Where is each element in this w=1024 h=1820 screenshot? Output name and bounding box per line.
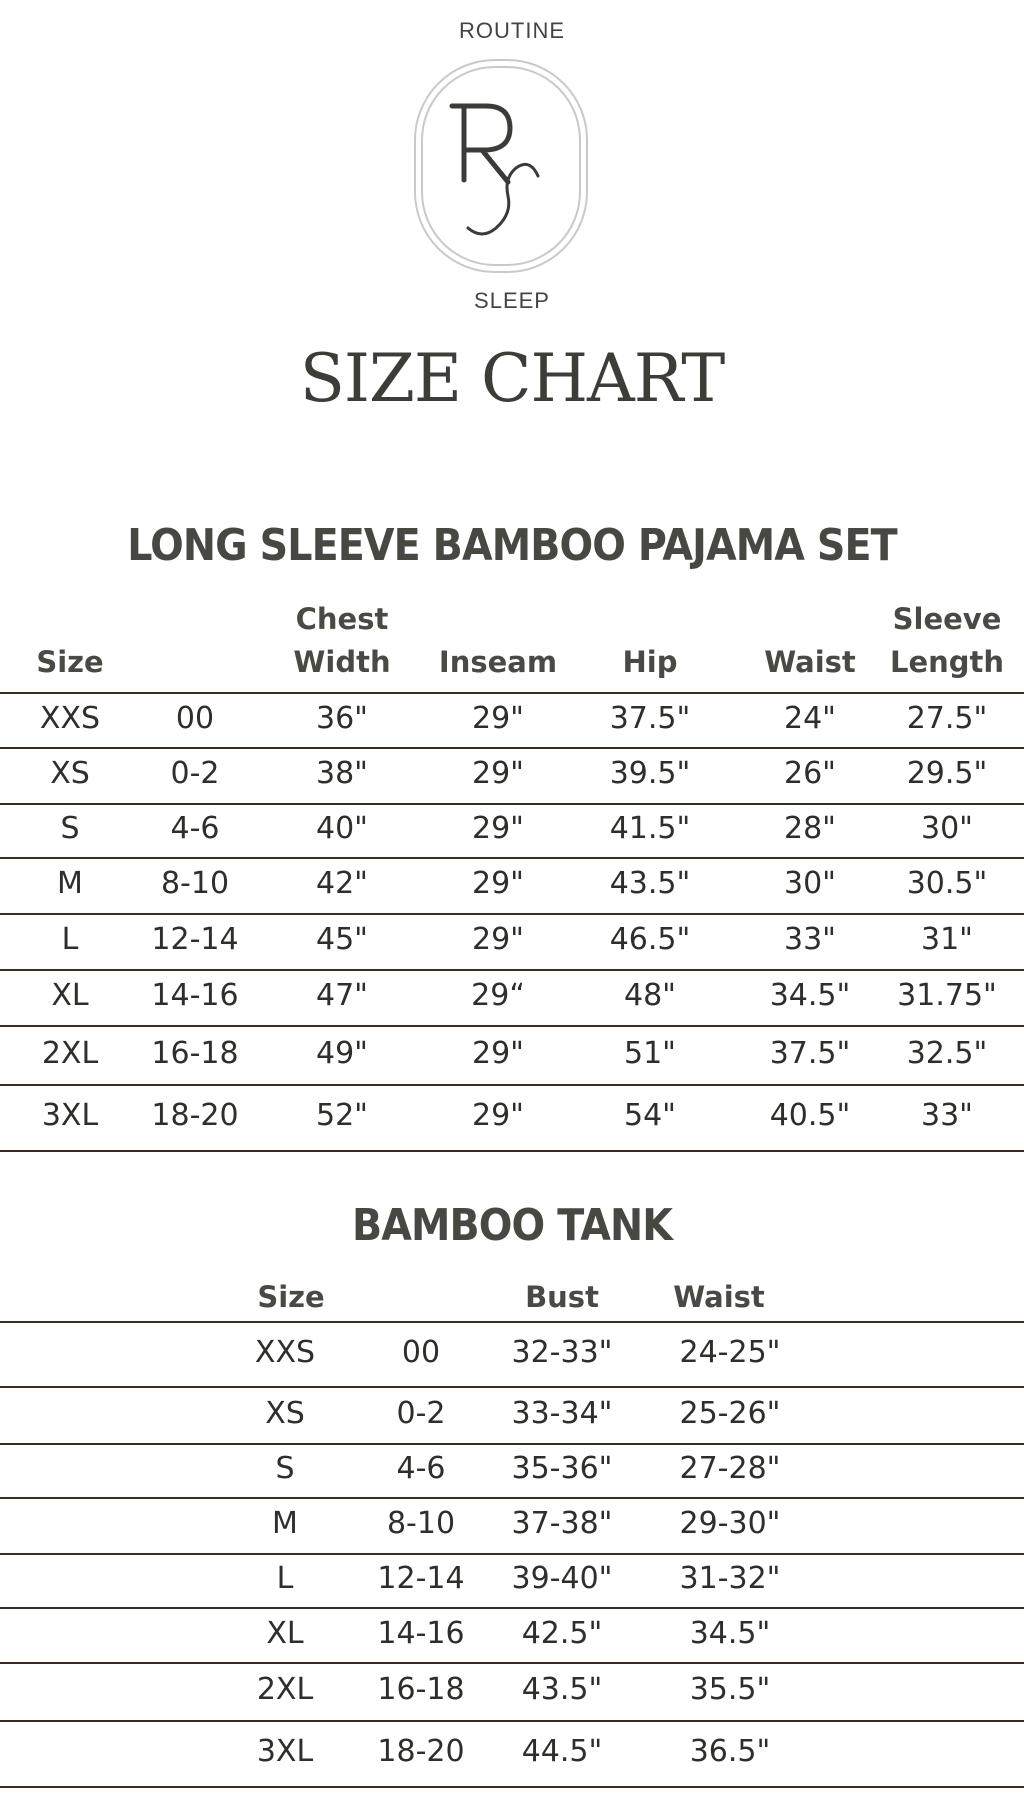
brand-bottom-text: SLEEP bbox=[474, 288, 550, 313]
pajama-cell: 24" bbox=[784, 700, 836, 736]
pajama-cell: L bbox=[61, 922, 79, 957]
pajama-cell: 28" bbox=[784, 811, 836, 846]
tank-cell: 16-18 bbox=[377, 1672, 465, 1707]
pajama-cell: 38" bbox=[316, 756, 368, 791]
pajama-cell: XS bbox=[50, 756, 90, 791]
pajama-header-5 bbox=[764, 641, 856, 684]
tank-cell: S bbox=[275, 1451, 295, 1486]
tank-cell: 18-20 bbox=[377, 1734, 465, 1769]
pajama-cell: 52" bbox=[316, 1098, 368, 1133]
pajama-header-line: Sleeve bbox=[892, 602, 1002, 636]
table-rule bbox=[0, 692, 1024, 694]
pajama-cell: 12-14 bbox=[151, 922, 239, 957]
table-rule bbox=[0, 1662, 1024, 1664]
tank-cell: 0-2 bbox=[396, 1395, 446, 1431]
pajama-cell: 29" bbox=[472, 700, 524, 736]
pajama-cell: 3XL bbox=[41, 1098, 99, 1133]
pajama-cell: 27.5" bbox=[906, 700, 988, 736]
table-rule bbox=[0, 1443, 1024, 1445]
pajama-cell: 37.5" bbox=[769, 1035, 851, 1071]
pajama-header-line: Width bbox=[293, 645, 391, 679]
pajama-cell: 54" bbox=[624, 1098, 676, 1133]
pajama-cell: 00 bbox=[175, 700, 215, 736]
tank-cell: 12-14 bbox=[377, 1561, 465, 1596]
pajama-cell: 26" bbox=[784, 756, 836, 791]
table-rule bbox=[0, 1321, 1024, 1323]
tank-cell: 34.5" bbox=[689, 1615, 771, 1651]
pajama-header-4 bbox=[623, 641, 678, 684]
tank-cell: 44.5" bbox=[521, 1734, 603, 1769]
table-rule bbox=[0, 857, 1024, 859]
tank-cell: 37-38" bbox=[511, 1506, 613, 1541]
pajama-cell: 29" bbox=[472, 922, 524, 957]
pajama-cell: 42" bbox=[316, 866, 368, 901]
tank-cell: L bbox=[276, 1561, 294, 1596]
table-rule bbox=[0, 747, 1024, 749]
pajama-cell: 29.5" bbox=[906, 756, 988, 791]
pajama-cell: XXS bbox=[39, 700, 101, 736]
pajama-header-line: Inseam bbox=[438, 645, 558, 679]
pajama-header-2 bbox=[293, 598, 390, 684]
pajama-cell: 8-10 bbox=[160, 866, 230, 901]
pajama-cell: 43.5" bbox=[609, 866, 691, 901]
pajama-cell: 49" bbox=[316, 1035, 368, 1071]
pajama-cell: 29" bbox=[472, 756, 524, 791]
pajama-cell: 18-20 bbox=[151, 1098, 239, 1133]
tank-cell: XXS bbox=[254, 1334, 316, 1370]
table-rule bbox=[0, 1720, 1024, 1722]
pajama-header-line: Length bbox=[889, 645, 1005, 679]
pajama-header-3 bbox=[439, 641, 557, 684]
pajama-cell: 48" bbox=[624, 978, 676, 1013]
pajama-cell: S bbox=[60, 811, 80, 846]
pajama-cell: 37.5" bbox=[609, 700, 691, 736]
pajama-cell: 34.5" bbox=[769, 978, 851, 1013]
pajama-cell: 32.5" bbox=[906, 1035, 988, 1071]
pajama-header-line: Hip bbox=[622, 645, 678, 679]
tank-cell: 24-25" bbox=[679, 1334, 781, 1370]
tank-cell: 33-34" bbox=[511, 1395, 613, 1431]
pajama-cell: 29" bbox=[472, 1098, 524, 1133]
tank-header-0: Size bbox=[257, 1280, 325, 1314]
tank-cell: 29-30" bbox=[679, 1506, 781, 1541]
pajama-cell: 36" bbox=[316, 700, 368, 736]
tank-section-title: BAMBOO TANK bbox=[351, 1200, 673, 1251]
pajama-cell: 4-6 bbox=[170, 811, 220, 846]
pajama-header-line: Size bbox=[36, 645, 104, 679]
pajama-cell: 41.5" bbox=[609, 811, 691, 846]
tank-cell: 2XL bbox=[256, 1672, 314, 1707]
pajama-cell: 40.5" bbox=[769, 1098, 851, 1133]
pajama-cell: 31" bbox=[921, 922, 973, 957]
tank-cell: 3XL bbox=[256, 1734, 314, 1769]
table-rule bbox=[0, 1786, 1024, 1788]
tank-cell: 42.5" bbox=[521, 1615, 603, 1651]
tank-cell: 36.5" bbox=[689, 1734, 771, 1769]
page-title: SIZE CHART bbox=[299, 340, 725, 417]
pajama-cell: 30" bbox=[784, 866, 836, 901]
pajama-header-line: Chest bbox=[295, 602, 389, 636]
table-rule bbox=[0, 1607, 1024, 1609]
pajama-cell: XL bbox=[51, 978, 89, 1013]
tank-cell: 00 bbox=[401, 1334, 441, 1370]
tank-cell: 4-6 bbox=[396, 1451, 446, 1486]
pajama-cell: 2XL bbox=[41, 1035, 99, 1071]
pajama-cell: 14-16 bbox=[151, 978, 239, 1013]
pajama-cell: 46.5" bbox=[609, 922, 691, 957]
pajama-cell: 30" bbox=[921, 811, 973, 846]
table-rule bbox=[0, 913, 1024, 915]
pajama-cell: 39.5" bbox=[609, 756, 691, 791]
tank-cell: 32-33" bbox=[511, 1334, 613, 1370]
tank-cell: 35.5" bbox=[689, 1672, 771, 1707]
pajama-cell: 30.5" bbox=[906, 866, 988, 901]
table-rule bbox=[0, 969, 1024, 971]
tank-cell: 25-26" bbox=[679, 1395, 781, 1431]
brand-logo bbox=[412, 58, 590, 274]
pajama-cell: 29" bbox=[472, 1035, 524, 1071]
pajama-cell: M bbox=[57, 866, 83, 901]
pajama-cell: 40" bbox=[316, 811, 368, 846]
table-rule bbox=[0, 803, 1024, 805]
pajama-cell: 31.75" bbox=[897, 978, 997, 1013]
pajama-cell: 16-18 bbox=[151, 1035, 239, 1071]
tank-cell: XS bbox=[265, 1395, 305, 1431]
tank-cell: 43.5" bbox=[521, 1672, 603, 1707]
tank-cell: M bbox=[272, 1506, 298, 1541]
tank-header-2: Waist bbox=[673, 1280, 765, 1314]
table-rule bbox=[0, 1497, 1024, 1499]
tank-header-1: Bust bbox=[525, 1280, 599, 1314]
tank-cell: 14-16 bbox=[377, 1615, 465, 1651]
pajama-cell: 47" bbox=[316, 978, 368, 1013]
brand-top-text: ROUTINE bbox=[459, 18, 565, 43]
pajama-header-0 bbox=[36, 641, 103, 684]
tank-cell: 27-28" bbox=[679, 1451, 781, 1486]
tank-cell: 31-32" bbox=[679, 1561, 781, 1596]
pajama-header-6 bbox=[890, 598, 1004, 684]
pajama-cell: 0-2 bbox=[170, 756, 220, 791]
pajama-header-line: Waist bbox=[764, 645, 856, 679]
table-rule bbox=[0, 1025, 1024, 1027]
table-rule bbox=[0, 1386, 1024, 1388]
pajama-cell: 33" bbox=[921, 1098, 973, 1133]
pajama-cell: 45" bbox=[316, 922, 368, 957]
table-rule bbox=[0, 1553, 1024, 1555]
tank-cell: 39-40" bbox=[511, 1561, 613, 1596]
pajama-cell: 51" bbox=[624, 1035, 676, 1071]
table-rule bbox=[0, 1084, 1024, 1086]
tank-cell: 8-10 bbox=[386, 1506, 456, 1541]
tank-cell: XL bbox=[266, 1615, 304, 1651]
pajama-cell: 33" bbox=[784, 922, 836, 957]
pajama-cell: 29" bbox=[472, 866, 524, 901]
table-rule bbox=[0, 1150, 1024, 1152]
pajama-cell: 29" bbox=[472, 811, 524, 846]
pajama-section-title: LONG SLEEVE BAMBOO PAJAMA SET bbox=[127, 520, 897, 571]
tank-cell: 35-36" bbox=[511, 1451, 613, 1486]
pajama-cell: 29“ bbox=[471, 978, 525, 1013]
